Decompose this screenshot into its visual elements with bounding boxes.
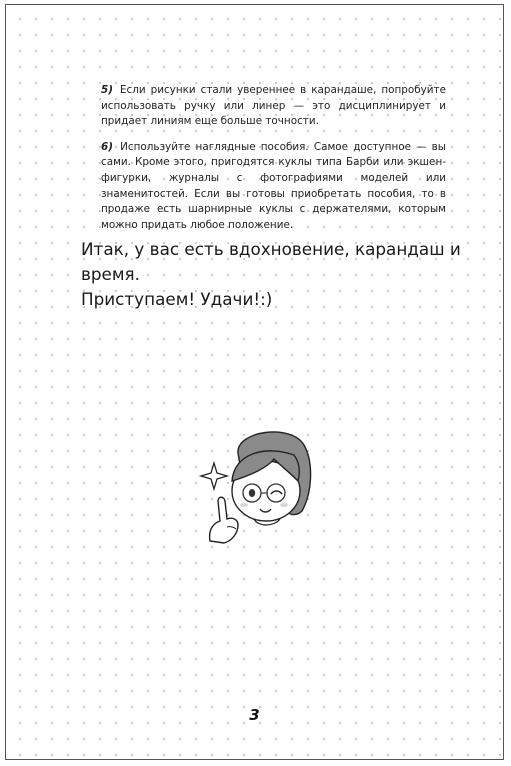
tip-number: 6) (101, 140, 113, 153)
page-number: 3 (249, 706, 260, 724)
tip-text: Используйте наглядные пособия. Самое доступное — вы сами. Кроме этого, пригодятся куклы типа Барби или экшен-фигурки, журналы с фотографиями моделей или знаменитостей. Если вы готовы приобретать пособия, то в продаже есть шарнирные куклы с держателями, которым можно придать любое положение. (101, 140, 446, 231)
closing-line-2: Приступаем! Удачи!:) (81, 289, 273, 309)
tip-item (101, 83, 446, 130)
tip-item (101, 140, 446, 234)
page (5, 4, 504, 760)
winking-girl-glasses-pointing-illustration-icon (196, 423, 326, 548)
closing-text (81, 237, 461, 312)
tips-list (101, 83, 446, 243)
tip-number: 5) (101, 84, 113, 96)
closing-line-1: Итак, у вас есть вдохновение, карандаш и время. (81, 239, 461, 284)
tip-text: Если рисунки стали увереннее в карандаше, попробуйте использовать ручку или линер — это дисциплинирует и придает линиям еще больше точности. (101, 84, 446, 128)
